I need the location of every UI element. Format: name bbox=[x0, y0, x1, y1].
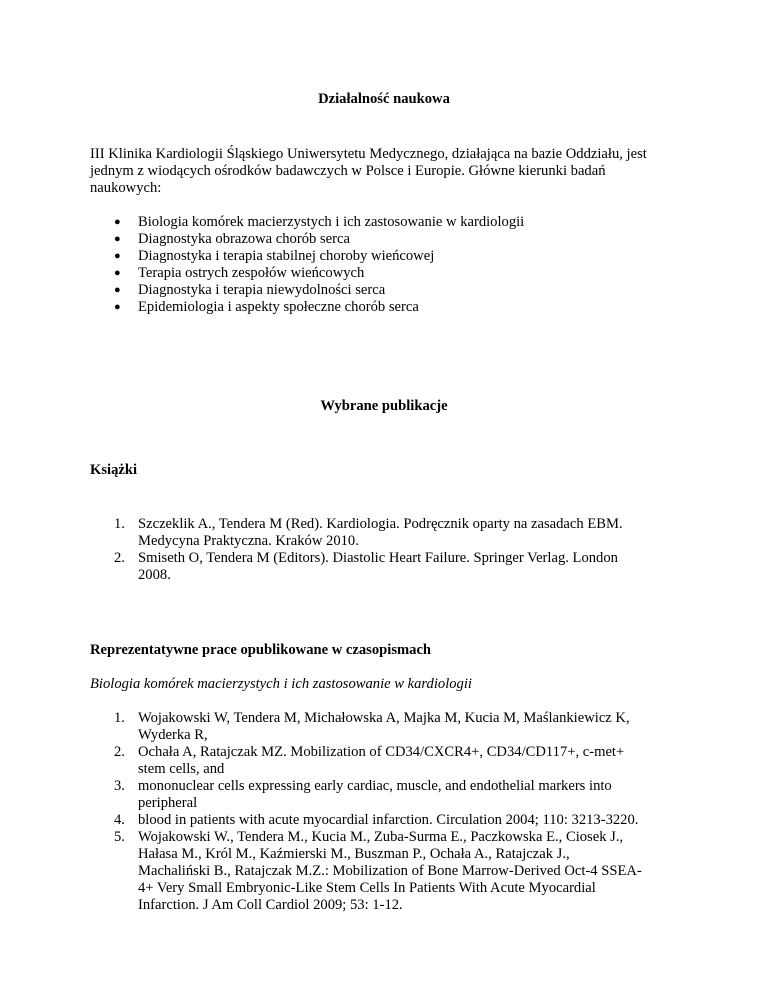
stem-cell-heading: Biologia komórek macierzystych i ich zastosowanie w kardiologii bbox=[90, 676, 472, 692]
bullet-icon: ● bbox=[114, 233, 121, 245]
list-item: ● Diagnostyka obrazowa chorób serca bbox=[114, 231, 350, 247]
list-item: 4. blood in patients with acute myocardial infarction. Circulation 2004; 110: 3213-3220. bbox=[114, 812, 639, 828]
intro-paragraph: III Klinika Kardiologii Śląskiego Uniwersytetu Medycznego, działająca na bazie Oddziału, jest jednym z wiodących ośrodków badawczych w Polsce i Europie. Główne kierunki badań naukowych: bbox=[90, 146, 647, 196]
journals-heading: Reprezentatywne prace opublikowane w czasopismach bbox=[90, 642, 432, 658]
articles-list bbox=[90, 710, 680, 914]
bullet-icon: ● bbox=[114, 216, 121, 228]
list-item: ● Diagnostyka i terapia stabilnej choroby wieńcowej bbox=[114, 248, 435, 264]
list-item: 2. Ochała A, Ratajczak MZ. Mobilization of CD34/CXCR4+, CD34/CD117+, c-met+ stem cells, and bbox=[114, 744, 625, 777]
bullet-icon: ● bbox=[114, 301, 121, 313]
publications-heading: Wybrane publikacje bbox=[320, 398, 448, 414]
bullet-icon: ● bbox=[114, 284, 121, 296]
books-heading: Książki bbox=[90, 462, 138, 478]
list-item: 1. Szczeklik A., Tendera M (Red). Kardiologia. Podręcznik oparty na zasadach EBM. Medycyna Praktyczna. Kraków 2010. bbox=[114, 516, 623, 549]
list-item: 1. Wojakowski W, Tendera M, Michałowska A, Majka M, Kucia M, Maślankiewicz K, Wyderka R, bbox=[114, 710, 630, 743]
books-list bbox=[90, 516, 680, 584]
bullet-icon: ● bbox=[114, 267, 121, 279]
list-item: ● Terapia ostrych zespołów wieńcowych bbox=[114, 265, 365, 281]
list-item: ● Biologia komórek macierzystych i ich zastosowanie w kardiologii bbox=[114, 214, 525, 230]
list-item: 5. Wojakowski W., Tendera M., Kucia M., Zuba-Surma E., Paczkowska E., Ciosek J., Hałasa M., Król M., Kaźmierski M., Buszman P., Ochała A., Ratajczak J., Machaliński B., Ratajczak M.Z.: Mobilization of Bone Marrow-Derived Oct-4 SSEA- 4+ Very Small Embryonic-Like Stem Cells In Patients With Acute Myocardial Infarction. J Am Coll Cardiol 2009; 53: 1-12. bbox=[114, 829, 642, 913]
list-item: ● Epidemiologia i aspekty społeczne chorób serca bbox=[114, 299, 419, 315]
list-item: 3. mononuclear cells expressing early cardiac, muscle, and endothelial markers into peripheral bbox=[114, 778, 612, 811]
list-item: 2. Smiseth O, Tendera M (Editors). Diastolic Heart Failure. Springer Verlag. London 2008. bbox=[114, 550, 618, 583]
bullet-icon: ● bbox=[114, 250, 121, 262]
page-title: Działalność naukowa bbox=[318, 91, 450, 107]
research-areas-list bbox=[90, 214, 690, 316]
list-item: ● Diagnostyka i terapia niewydolności serca bbox=[114, 282, 386, 298]
